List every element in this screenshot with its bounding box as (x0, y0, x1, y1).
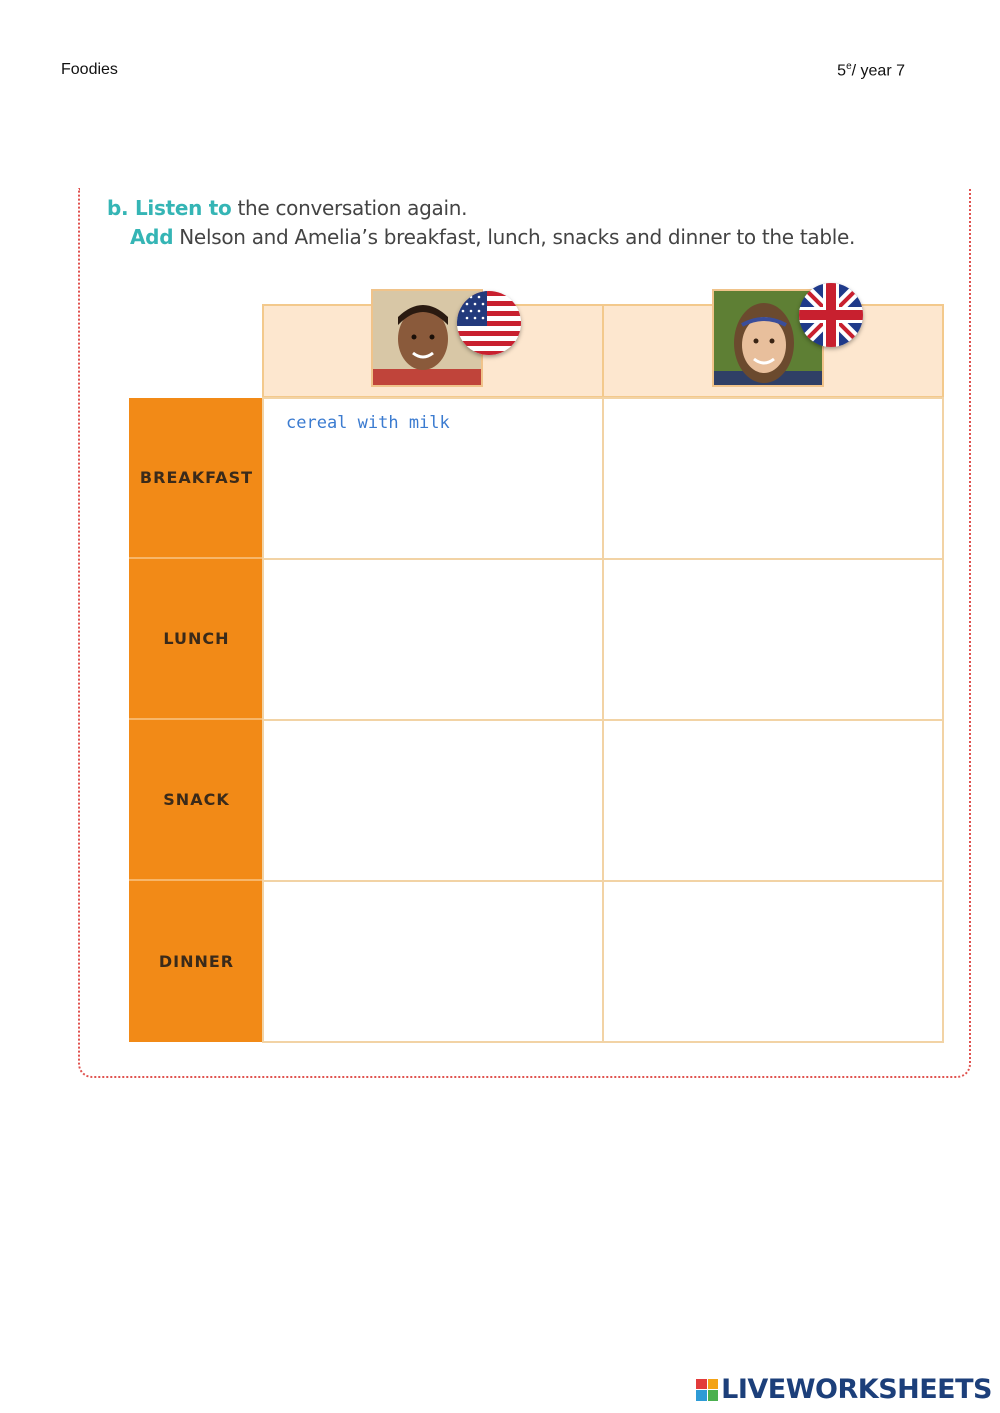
header-title: Foodies (61, 61, 118, 78)
cell-amelia-dinner[interactable] (602, 880, 944, 1043)
row-label-snack: SNACK (129, 720, 264, 881)
cell-nelson-dinner[interactable] (262, 880, 604, 1043)
instruction-line-1: b. Listen to the conversation again. (107, 196, 468, 220)
instruction-line-2: Add Nelson and Amelia’s breakfast, lunch, snacks and dinner to the table. (130, 225, 856, 249)
brand-name: LIVEWORKSHEETS (721, 1374, 992, 1405)
cell-nelson-lunch[interactable] (262, 558, 604, 721)
cell-amelia-snack[interactable] (602, 719, 944, 882)
header-level: 5e/ year 7 (837, 61, 905, 80)
uk-flag-icon (799, 283, 863, 347)
cell-amelia-lunch[interactable] (602, 558, 944, 721)
row-label-dinner: DINNER (129, 881, 264, 1042)
cell-amelia-breakfast[interactable] (602, 397, 944, 560)
answer-text: cereal with milk (286, 413, 450, 433)
row-label-breakfast: BREAKFAST (129, 398, 264, 559)
row-label-lunch: LUNCH (129, 559, 264, 720)
liveworksheets-logo-icon (696, 1379, 718, 1401)
cell-nelson-breakfast[interactable] (262, 397, 604, 560)
cell-nelson-snack[interactable] (262, 719, 604, 882)
us-flag-icon (457, 291, 521, 355)
liveworksheets-logo[interactable] (696, 1374, 992, 1405)
